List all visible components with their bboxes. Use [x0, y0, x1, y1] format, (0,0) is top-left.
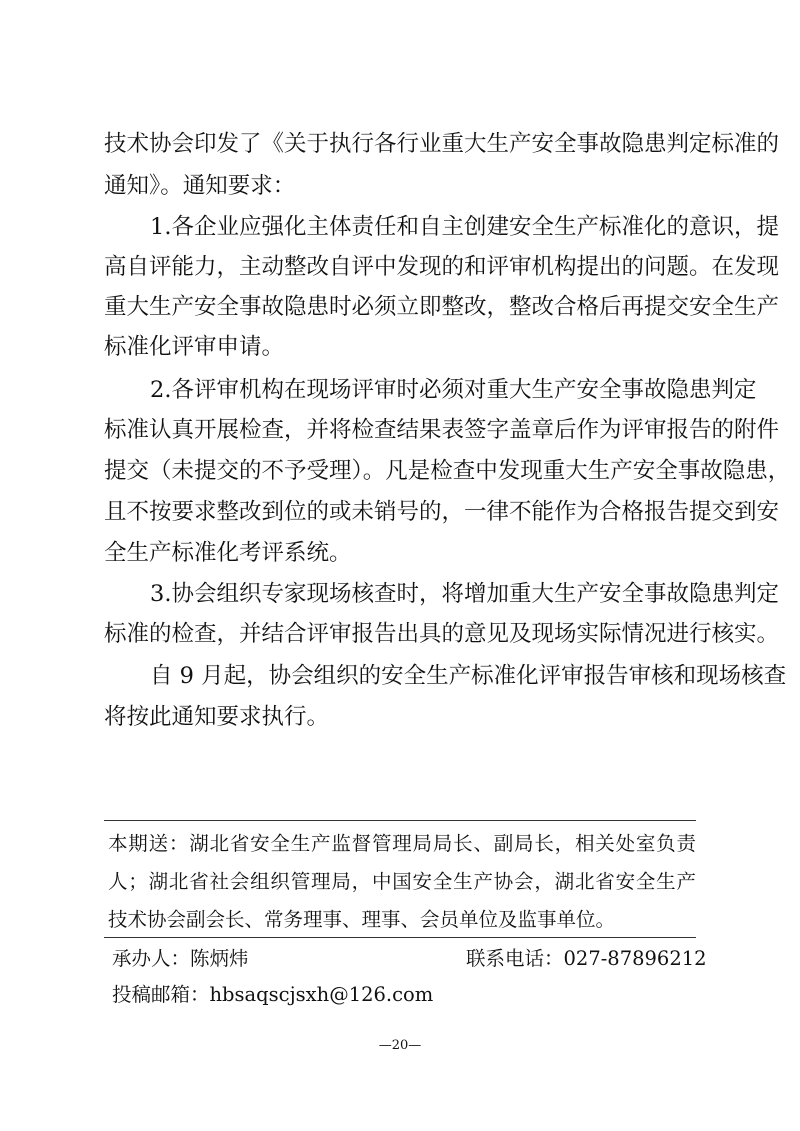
body-line: 标准化评审申请。 — [104, 334, 285, 360]
handler-info: 承办人：陈炳炜 — [112, 947, 249, 970]
distribution-line: 人；湖北省社会组织管理局，中国安全生产协会，湖北省安全生产 — [108, 870, 696, 893]
body-line: 全生产标准化考评系统。 — [104, 540, 352, 566]
phone-info: 联系电话：027-87896212 — [466, 947, 707, 970]
body-line: 3.协会组织专家现场核查时，将增加重大生产安全事故隐患判定 — [150, 581, 779, 607]
page-number: —20— — [378, 1038, 422, 1053]
body-line: 且不按要求整改到位的或未销号的，一律不能作为合格报告提交到安 — [104, 499, 780, 525]
distribution-line: 本期送：湖北省安全生产监督管理局局长、副局长，相关处室负责 — [108, 832, 696, 855]
body-line: 2.各评审机构在现场评审时必须对重大生产安全事故隐患判定 — [150, 377, 757, 403]
body-line: 技术协会印发了《关于执行各行业重大生产安全事故隐患判定标准的 — [104, 131, 780, 157]
body-line: 标准的检查，并结合评审报告出具的意见及现场实际情况进行核实。 — [104, 621, 780, 647]
distribution-line: 技术协会副会长、常务理事、理事、会员单位及监事单位。 — [108, 908, 616, 931]
body-line: 标准认真开展检查，并将检查结果表签字盖章后作为评审报告的附件 — [104, 417, 780, 443]
body-line: 自 9 月起，协会组织的安全生产标准化评审报告审核和现场核查 — [150, 663, 787, 689]
divider — [104, 820, 696, 821]
body-line: 1.各企业应强化主体责任和自主创建安全生产标准化的意识，提 — [150, 214, 779, 240]
email-info: 投稿邮箱：hbsaqscjsxh@126.com — [112, 983, 434, 1006]
divider — [104, 937, 696, 938]
body-line: 提交（未提交的不予受理）。凡是检查中发现重大生产安全事故隐患， — [104, 458, 791, 484]
body-line: 高自评能力，主动整改自评中发现的和评审机构提出的问题。在发现 — [104, 254, 780, 280]
body-line: 将按此通知要求执行。 — [104, 704, 330, 730]
body-line: 重大生产安全事故隐患时必须立即整改，整改合格后再提交安全生产 — [104, 294, 780, 320]
body-line: 通知》。通知要求： — [104, 173, 296, 199]
